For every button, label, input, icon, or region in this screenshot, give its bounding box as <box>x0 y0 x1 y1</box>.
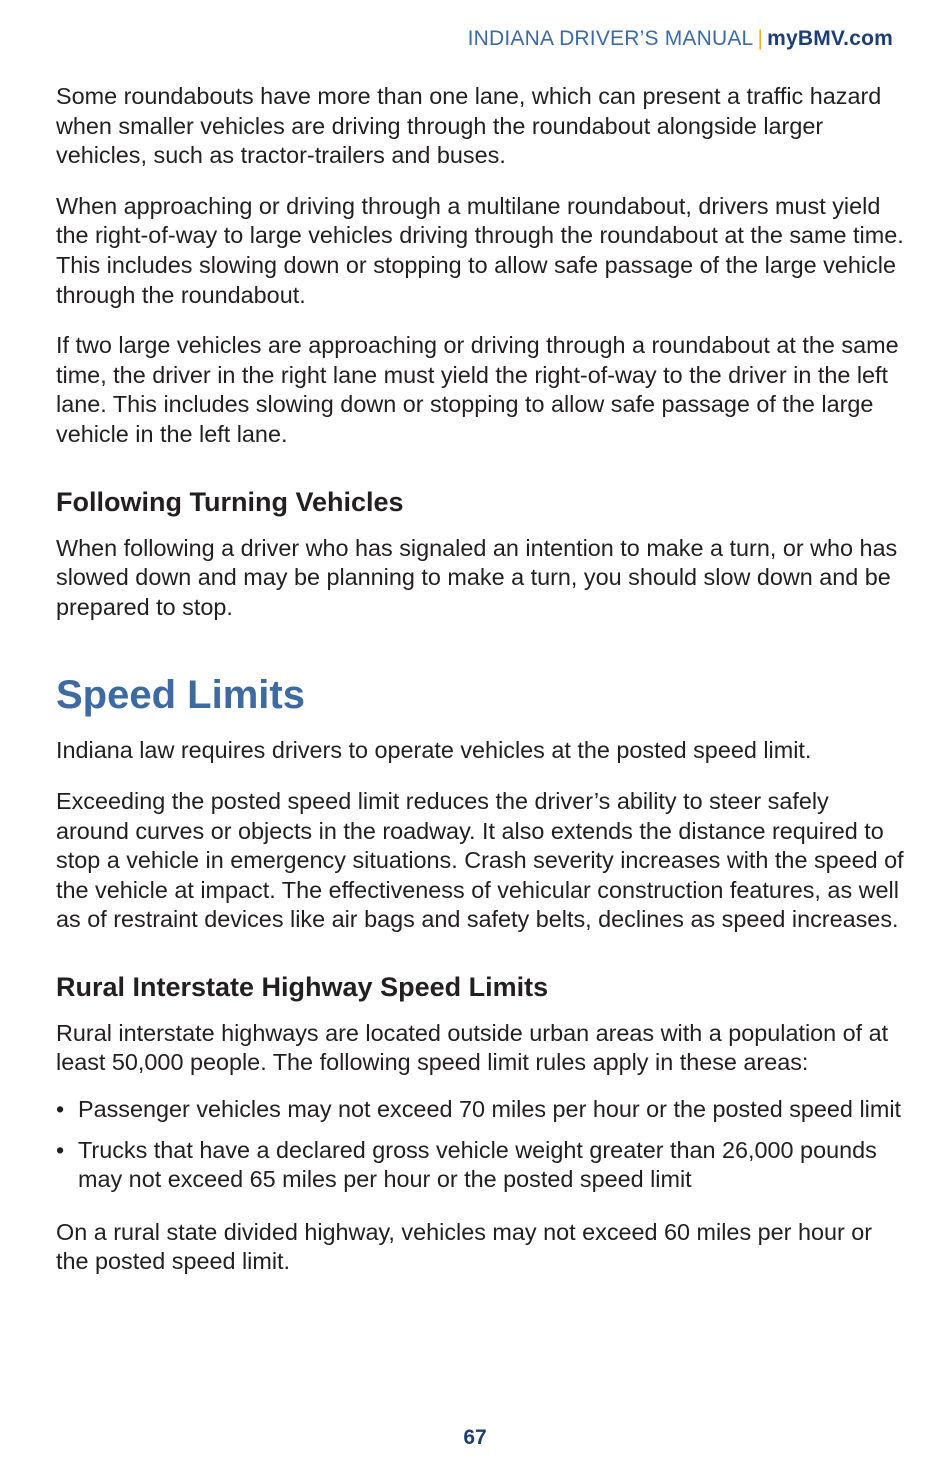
section-heading: Following Turning Vehicles <box>56 486 404 517</box>
paragraph: Some roundabouts have more than one lane, which can present a traffic hazard when smaller vehicles are driving through the roundabout alongside larger vehicles, such as tractor-trailers and buses. <box>56 83 882 169</box>
paragraph: Exceeding the posted speed limit reduces the driver’s ability to steer safely around curves or objects in the roadway. It also extends the distance required to stop a vehicle in emergency situations. Crash severity increases with the speed of the vehicle at impact. The effectiveness of vehicular construction features, as well as of restraint devices like air bags and safety belts, declines as speed increases. <box>56 787 904 933</box>
manual-title: INDIANA DRIVER’S MANUAL <box>467 27 754 50</box>
paragraph: Rural interstate highways are located outside urban areas with a population of at least 50,000 people. The following speed limit rules apply in these areas: <box>56 1019 889 1076</box>
list-item <box>56 1095 906 1125</box>
following-turning-section <box>56 486 906 623</box>
speed-rules-list <box>56 1095 906 1195</box>
page-content <box>56 82 906 1298</box>
roundabouts-section <box>56 82 906 450</box>
rural-interstate-section <box>56 971 906 1277</box>
paragraph: When following a driver who has signaled an intention to make a turn, or who has slowed down and may be planning to make a turn, you should slow down and be prepared to stop. <box>56 534 898 620</box>
paragraph: When approaching or driving through a multilane roundabout, drivers must yield the right-of-way to large vehicles driving through the roundabout at the same time. This includes slowing down or stopping to allow safe passage of the large vehicle through the roundabout. <box>56 192 904 308</box>
site-link[interactable]: myBMV.com <box>767 27 893 50</box>
paragraph: If two large vehicles are approaching or driving through a roundabout at the same time, the driver in the right lane must yield the right-of-way to the driver in the left lane. This includes slowing down or stopping to allow safe passage of the large vehicle in the left lane. <box>56 332 899 447</box>
speed-limits-section <box>56 672 906 935</box>
paragraph: On a rural state divided highway, vehicles may not exceed 60 miles per hour or the posted speed limit. <box>56 1218 873 1275</box>
page-header <box>468 27 893 51</box>
header-separator: | <box>757 27 764 50</box>
page-number: 67 <box>463 1426 487 1449</box>
paragraph: Indiana law requires drivers to operate vehicles at the posted speed limit. <box>56 737 812 764</box>
list-item-text: Passenger vehicles may not exceed 70 miles per hour or the posted speed limit <box>78 1096 902 1123</box>
chapter-heading: Speed Limits <box>56 673 305 718</box>
list-item <box>56 1136 906 1195</box>
list-item-text: Trucks that have a declared gross vehicle weight greater than 26,000 pounds may not exceed 65 miles per hour or the posted speed limit <box>78 1136 877 1193</box>
bullet-icon: • <box>56 1136 65 1163</box>
bullet-icon: • <box>56 1096 65 1123</box>
section-heading: Rural Interstate Highway Speed Limits <box>56 971 549 1002</box>
